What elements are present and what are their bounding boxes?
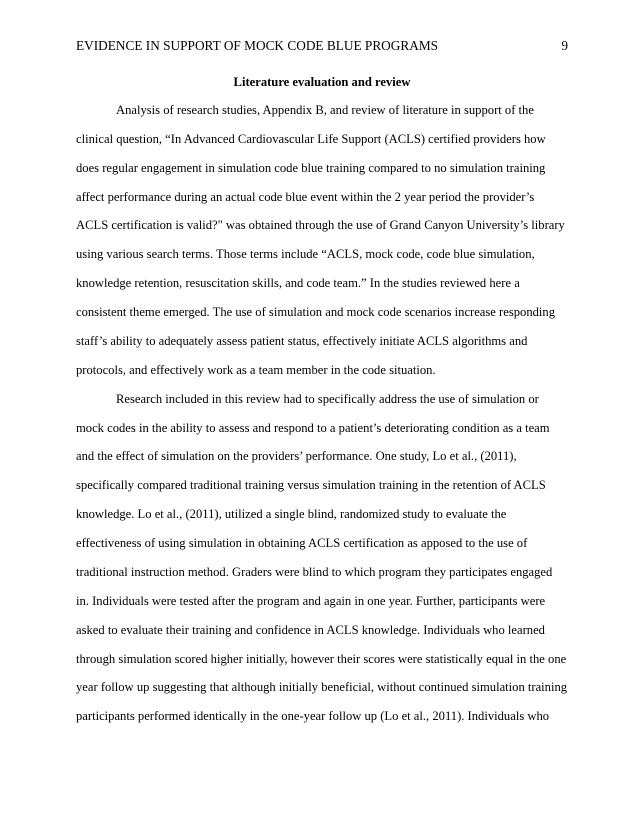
- section-heading: Literature evaluation and review: [233, 75, 411, 89]
- body-line: does regular engagement in simulation code blue training compared to no simulation training: [76, 161, 546, 175]
- body-line: asked to evaluate their training and confidence in ACLS knowledge. Individuals who learned: [76, 623, 545, 637]
- body-line: consistent theme emerged. The use of simulation and mock code scenarios increase responding: [76, 305, 556, 319]
- body-line: using various search terms. Those terms include “ACLS, mock code, code blue simulation,: [76, 247, 535, 261]
- body-line: participants performed identically in the one-year follow up (Lo et al., 2011). Individuals who: [76, 709, 550, 723]
- body-line: protocols, and effectively work as a team member in the code situation.: [76, 363, 436, 377]
- body-line: knowledge retention, resuscitation skills, and code team.” In the studies reviewed here a: [76, 276, 520, 290]
- body-line: ACLS certification is valid?" was obtained through the use of Grand Canyon University’s library: [76, 218, 565, 232]
- body-line: through simulation scored higher initially, however their scores were statistically equal in the one: [76, 652, 567, 666]
- running-title: EVIDENCE IN SUPPORT OF MOCK CODE BLUE PROGRAMS: [76, 38, 439, 53]
- body-line: staff’s ability to adequately assess patient status, effectively initiate ACLS algorithms and: [76, 334, 528, 348]
- body-line: effectiveness of using simulation in obtaining ACLS certification as apposed to the use of: [76, 536, 528, 550]
- body-line: Research included in this review had to specifically address the use of simulation or: [116, 392, 539, 406]
- body-line: clinical question, “In Advanced Cardiovascular Life Support (ACLS) certified providers how: [76, 132, 546, 146]
- body-line: in. Individuals were tested after the program and again in one year. Further, participants were: [76, 594, 546, 608]
- running-head: [76, 37, 568, 55]
- body-line: and the effect of simulation on the providers’ performance. One study, Lo et al., (2011),: [76, 449, 517, 463]
- body-line: affect performance during an actual code blue event within the 2 year period the provider’s: [76, 190, 535, 204]
- body-line: specifically compared traditional training versus simulation training in the retention of ACLS: [76, 478, 546, 492]
- body-line: Analysis of research studies, Appendix B, and review of literature in support of the: [116, 103, 534, 117]
- body-line: knowledge. Lo et al., (2011), utilized a single blind, randomized study to evaluate the: [76, 507, 507, 521]
- page-number: 9: [561, 38, 568, 53]
- body-line: traditional instruction method. Graders were blind to which program they participates engaged: [76, 565, 553, 579]
- body-line: year follow up suggesting that although initially beneficial, without continued simulation training: [76, 680, 568, 694]
- body-line: mock codes in the ability to assess and respond to a patient’s deteriorating condition as a team: [76, 421, 550, 435]
